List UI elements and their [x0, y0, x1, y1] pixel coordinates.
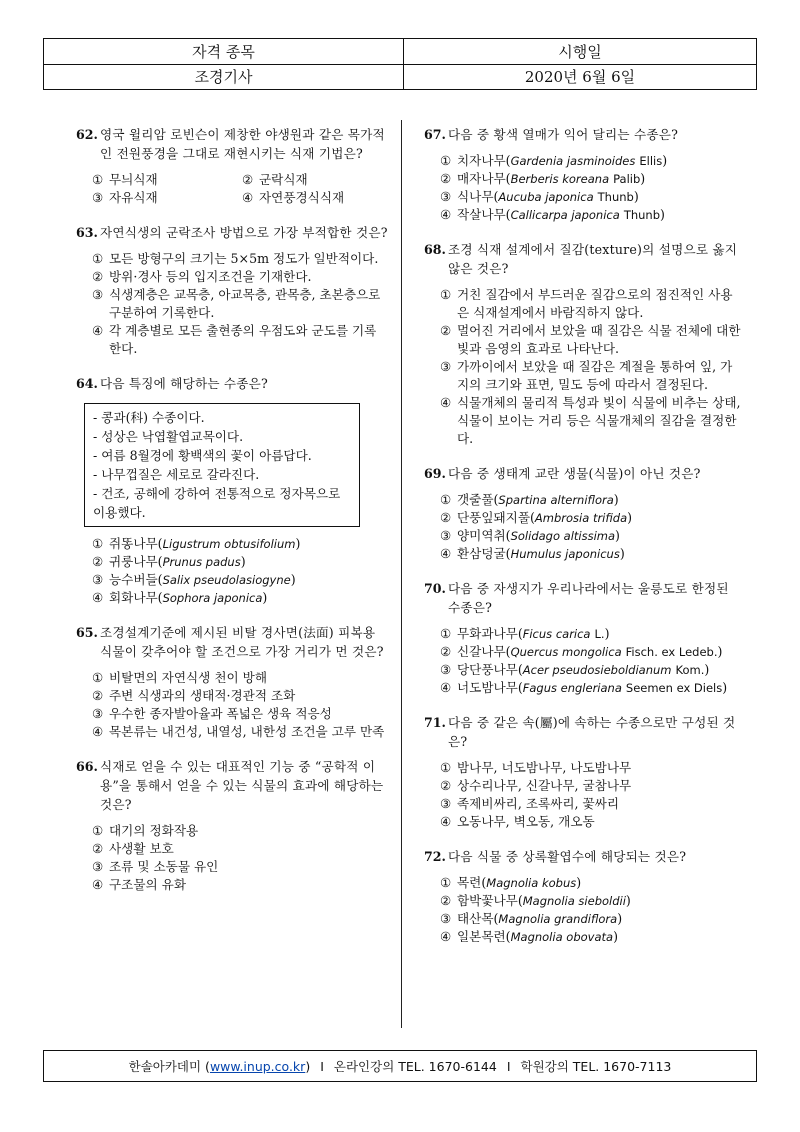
option-2: ② 함박꽃나무(Magnolia sieboldii): [440, 893, 631, 908]
question-text: 조경설계기준에 제시된 비탈 경사면(法面) 피복용 식물이 갖추어야 할 조건으로 가장 거리가 먼 것은?: [100, 625, 384, 659]
option-1: ① 비탈면의 자연식생 천이 방해: [92, 670, 267, 685]
options-list: [424, 874, 742, 946]
question-number: 72.: [424, 849, 446, 864]
option-2: ② 주변 식생과의 생태적·경관적 조화: [92, 688, 296, 703]
question-text: 다음 특징에 해당하는 수종은?: [100, 376, 268, 391]
option-1: ① 모든 방형구의 크기는 5×5m 정도가 일반적이다.: [92, 251, 379, 266]
column-divider: [401, 120, 402, 1028]
options-list: [76, 822, 388, 894]
option-1: ① 목련(Magnolia kobus): [440, 875, 582, 890]
option-2: ② 사생활 보호: [92, 841, 174, 856]
question-text: 다음 중 황색 열매가 익어 달리는 수종은?: [448, 127, 679, 142]
options-list: [424, 759, 742, 831]
option-2: ② 귀룽나무(Prunus padus): [92, 554, 246, 569]
academy-link[interactable]: www.inup.co.kr: [209, 1058, 306, 1074]
option-2: ② 군락식재: [242, 172, 308, 187]
option-1: ① 무화과나무(Ficus carica L.): [440, 626, 610, 641]
option-4: ④ 작살나무(Callicarpa japonica Thunb): [440, 207, 665, 222]
question-number: 62.: [76, 127, 98, 142]
option-1: ① 무늬식재: [92, 172, 158, 187]
feature-line: - 성상은 낙엽활엽교목이다.: [93, 429, 244, 444]
question-text: 다음 중 생태계 교란 생물(식물)이 아닌 것은?: [448, 466, 701, 481]
question-number: 69.: [424, 466, 446, 481]
option-4: ④ 각 계층별로 모든 출현종의 우점도와 군도를 기록한다.: [92, 323, 377, 356]
footer-separator: I: [506, 1058, 511, 1074]
offline-phone: 학원강의 TEL. 1670-7113: [520, 1059, 672, 1074]
option-3: ③ 능수버들(Salix pseudolasiogyne): [92, 572, 296, 587]
question-text: 다음 중 같은 속(屬)에 속하는 수종으로만 구성된 것은?: [448, 715, 736, 749]
option-3: ③ 가까이에서 보았을 때 질감은 계절을 통하여 잎, 가지의 크기와 표면, 밀도 등에 따라서 결정된다.: [440, 359, 733, 392]
option-3: ③ 식생계층은 교목층, 아교목층, 관목층, 초본층으로 구분하여 기록한다.: [92, 287, 381, 320]
question-text: 자연식생의 군락조사 방법으로 가장 부적합한 것은?: [100, 225, 388, 240]
question-72: [424, 847, 742, 946]
option-4: ④ 환삼덩굴(Humulus japonicus): [440, 546, 625, 561]
question-number: 70.: [424, 581, 446, 596]
right-column: [424, 125, 742, 962]
option-1: ① 쥐똥나무(Ligustrum obtusifolium): [92, 536, 301, 551]
option-3: ③ 우수한 종자발아율과 폭넓은 생육 적응성: [92, 706, 332, 721]
option-2: ② 방위·경사 등의 입지조건을 기재한다.: [92, 269, 312, 284]
option-3: ③ 족제비싸리, 조록싸리, 꽃싸리: [440, 796, 619, 811]
question-62: [76, 125, 388, 207]
option-4: ④ 식물개체의 물리적 특성과 빛이 식물에 비추는 상태, 식물이 보이는 거리 등은 식물개체의 질감을 결정한다.: [440, 395, 741, 446]
option-4: ④ 일본목련(Magnolia obovata): [440, 929, 618, 944]
question-69: [424, 464, 742, 563]
question-number: 67.: [424, 127, 446, 142]
options-grid: [76, 171, 388, 207]
option-1: ① 갯줄풀(Spartina alterniflora): [440, 492, 619, 507]
options-list: [76, 250, 388, 358]
question-66: [76, 757, 388, 894]
question-number: 65.: [76, 625, 98, 640]
option-4: ④ 회화나무(Sophora japonica): [92, 590, 268, 605]
question-number: 71.: [424, 715, 446, 730]
options-list: [424, 286, 742, 448]
option-1: ① 밤나무, 너도밤나무, 나도밤나무: [440, 760, 632, 775]
footer-bar: 한솔아카데미 ( www.inup.co.kr ) I 온라인강의 TEL. 1670-6144 I 학원강의 TEL. 1670-7113: [43, 1050, 757, 1082]
option-2: ② 신갈나무(Quercus mongolica Fisch. ex Ledeb.): [440, 644, 723, 659]
option-1: ① 거친 질감에서 부드러운 질감으로의 점진적인 사용은 식재설계에서 바람직하지 않다.: [440, 287, 733, 320]
footer-separator: I: [320, 1058, 324, 1074]
feature-line: - 여름 8월경에 황백색의 꽃이 아름답다.: [93, 448, 312, 463]
option-3: ③ 당단풍나무(Acer pseudosieboldianum Kom.): [440, 662, 710, 677]
option-3: ③ 태산목(Magnolia grandiflora): [440, 911, 623, 926]
options-list: [424, 625, 742, 697]
question-number: 66.: [76, 759, 98, 774]
option-3: ③ 자유식재: [92, 190, 158, 205]
question-67: [424, 125, 742, 224]
feature-line: - 건조, 공해에 강하여 전통적으로 정자목으로 이용했다.: [93, 486, 341, 520]
options-list: [424, 152, 742, 224]
subject-value: 조경기사: [44, 64, 404, 89]
question-65: [76, 623, 388, 741]
question-number: 64.: [76, 376, 98, 391]
option-2: ② 상수리나무, 신갈나무, 굴참나무: [440, 778, 632, 793]
option-4: ④ 목본류는 내건성, 내열성, 내한성 조건을 고루 만족: [92, 724, 385, 739]
header-label-row: [44, 39, 756, 65]
option-4: ④ 자연풍경식식재: [242, 190, 345, 205]
question-text: 다음 중 자생지가 우리나라에서는 울릉도로 한정된 수종은?: [448, 581, 729, 615]
question-63: [76, 223, 388, 358]
question-text: 식재로 얻을 수 있는 대표적인 기능 중 “공학적 이용”을 통해서 얻을 수 있는 식물의 효과에 해당하는 것은?: [100, 759, 384, 812]
academy-name: 한솔아카데미: [128, 1059, 202, 1074]
option-4: ④ 오동나무, 벽오동, 개오동: [440, 814, 595, 829]
online-phone: 온라인강의 TEL. 1670-6144: [333, 1059, 497, 1074]
question-64: [76, 374, 388, 607]
option-2: ② 멀어진 거리에서 보았을 때 질감은 식물 전체에 대한 빛과 음영의 효과로 나타난다.: [440, 323, 741, 356]
date-value: 2020년 6월 6일: [524, 68, 636, 86]
option-2: ② 매자나무(Berberis koreana Palib): [440, 171, 646, 186]
header-value-row: [44, 64, 756, 89]
options-list: [424, 491, 742, 563]
feature-line: - 콩과(科) 수종이다.: [93, 410, 205, 425]
question-text: 다음 식물 중 상록활엽수에 해당되는 것은?: [448, 849, 687, 864]
subject-label: 자격 종목: [44, 39, 404, 64]
option-3: ③ 조류 및 소동물 유인: [92, 859, 219, 874]
left-column: [76, 125, 388, 910]
options-list: [76, 669, 388, 741]
options-list: [76, 535, 388, 607]
option-1: ① 치자나무(Gardenia jasminoides Ellis): [440, 153, 668, 168]
question-71: [424, 713, 742, 831]
option-1: ① 대기의 정화작용: [92, 823, 199, 838]
feature-line: - 나무껍질은 세로로 갈라진다.: [93, 467, 260, 482]
question-text: 조경 식재 설계에서 질감(texture)의 설명으로 옳지 않은 것은?: [448, 242, 738, 276]
option-2: ② 단풍잎돼지풀(Ambrosia trifida): [440, 510, 633, 525]
question-70: [424, 579, 742, 697]
date-label: 시행일: [558, 43, 602, 61]
question-text: 영국 윌리암 로빈슨이 제창한 야생원과 같은 목가적인 전원풍경을 그대로 재현시키는 식재 기법은?: [100, 127, 385, 161]
option-3: ③ 식나무(Aucuba japonica Thunb): [440, 189, 639, 204]
option-4: ④ 구조물의 유화: [92, 877, 186, 892]
feature-box: [84, 403, 360, 527]
option-3: ③ 양미역취(Solidago altissima): [440, 528, 620, 543]
option-4: ④ 너도밤나무(Fagus engleriana Seemen ex Diels): [440, 680, 728, 695]
question-number: 63.: [76, 225, 98, 240]
question-number: 68.: [424, 242, 446, 257]
question-68: [424, 240, 742, 448]
exam-header-table: [43, 38, 757, 90]
